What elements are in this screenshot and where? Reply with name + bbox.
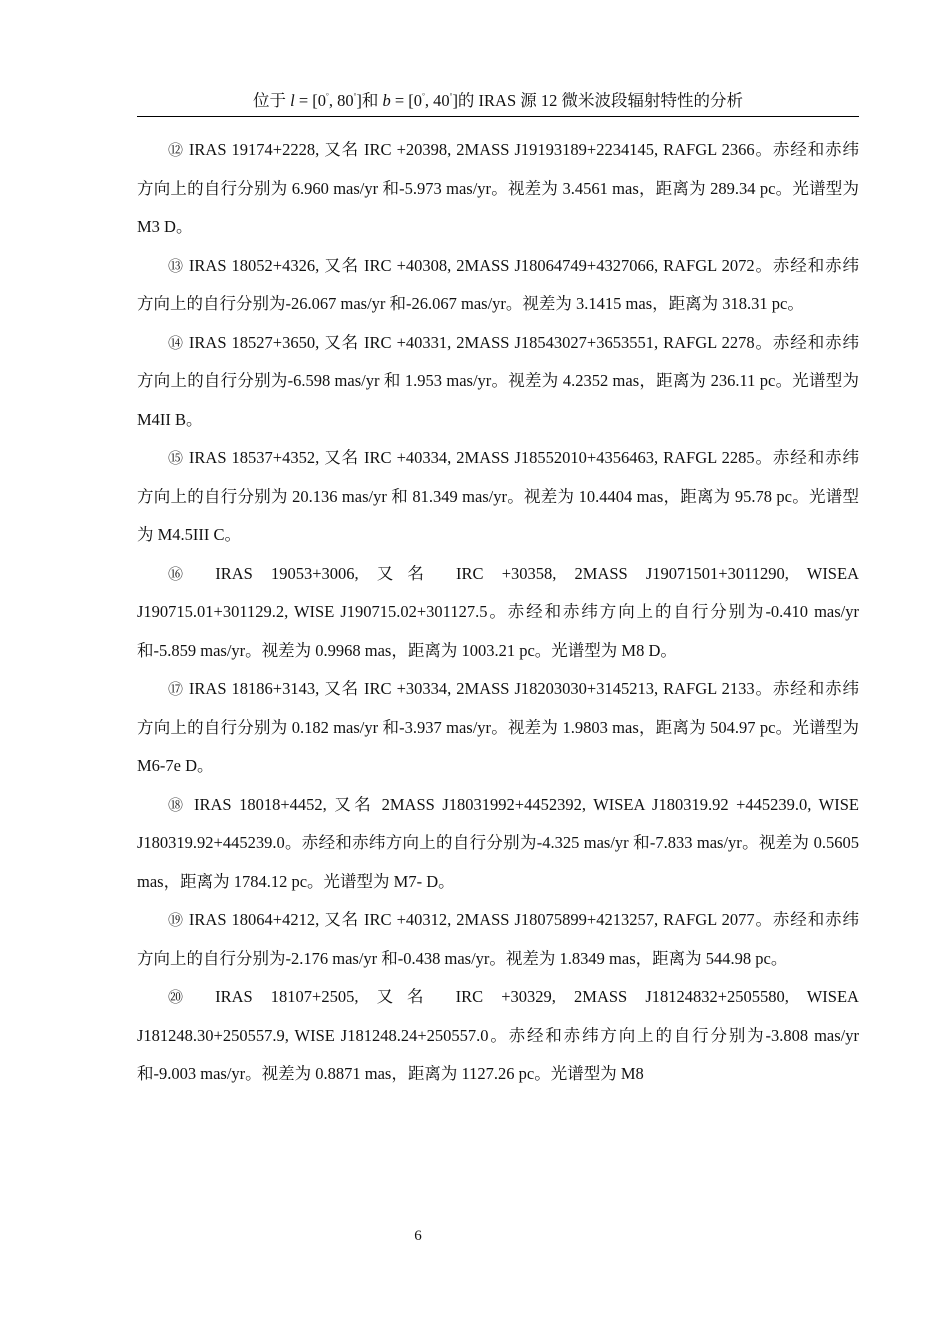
entry-text: IRAS 18186+3143, 又名 IRC +30334, 2MASS J18203030+3145213, RAFGL 2133。赤经和赤纬方向上的自行分别为 0.182 mas/yr 和-3.937 mas/yr。视差为 1.9803 mas，距离为 504.97 pc。光谱型为 M6-7e D。 [137, 679, 859, 775]
entry-text: IRAS 18107+2505, 又名 IRC +30329, 2MASS J18124832+2505580, WISEA J181248.30+250557.9, WISE J181248.24+250557.0。赤经和赤纬方向上的自行分别为-3.808 mas/yr 和-9.003 mas/yr。视差为 0.8871 mas，距离为 1127.26 pc。光谱型为 M8 [137, 987, 859, 1083]
header-b-variable: b [382, 91, 391, 110]
entry-marker: ⑳ [168, 988, 197, 1006]
source-entry-16 [137, 555, 859, 671]
entry-marker: ⑲ [168, 911, 184, 929]
header-equals-2: = [0 [390, 91, 423, 110]
source-entry-15 [137, 439, 859, 555]
degree-symbol: ° [353, 92, 357, 100]
source-entry-20 [137, 978, 859, 1094]
source-entry-17 [137, 670, 859, 786]
entry-marker: ⑰ [168, 680, 184, 698]
header-and: ]和 [356, 91, 383, 110]
entry-marker: ⑭ [168, 333, 184, 352]
entry-marker: ⑮ [168, 449, 184, 467]
header-rule [137, 116, 859, 117]
source-entry-13 [137, 247, 859, 324]
degree-symbol: ° [326, 92, 329, 100]
header-range-1: , 80 [328, 91, 354, 110]
entry-marker: ⑬ [168, 256, 184, 275]
entry-marker: ⑱ [168, 795, 187, 814]
page-number: 6 [414, 1228, 422, 1244]
entry-marker: ⑯ [168, 564, 198, 583]
header-l-variable: l [290, 91, 295, 110]
source-entry-19 [137, 901, 859, 978]
entry-text: IRAS 18527+3650, 又名 IRC +40331, 2MASS J18543027+3653551, RAFGL 2278。赤经和赤纬方向上的自行分别为-6.598 mas/yr 和 1.953 mas/yr。视差为 4.2352 mas，距离为 236.11 pc。光谱型为 M4II B。 [137, 332, 859, 429]
entry-text: IRAS 18018+4452, 又名 2MASS J18031992+4452392, WISEA J180319.92 +445239.0, WISE J180319.92+445239.0。赤经和赤纬方向上的自行分别为-4.325 mas/yr 和-7.833 mas/yr。视差为 0.5605 mas，距离为 1784.12 pc。光谱型为 M7- D。 [137, 794, 859, 891]
source-entry-12 [137, 131, 859, 247]
entry-text: IRAS 19053+3006, 又名 IRC +30358, 2MASS J19071501+3011290, WISEA J190715.01+301129.2, WISE J190715.02+301127.5。赤经和赤纬方向上的自行分别为-0.410 mas/yr 和-5.859 mas/yr。视差为 0.9968 mas，距离为 1003.21 pc。光谱型为 M8 D。 [137, 563, 859, 660]
source-entry-18 [137, 786, 859, 902]
body-text [137, 131, 859, 1094]
header-title-suffix: ]的 IRAS 源 12 微米波段辐射特性的分析 [452, 91, 744, 110]
header-equals-1: = [0 [294, 91, 326, 110]
entry-text: IRAS 18064+4212, 又名 IRC +40312, 2MASS J18075899+4213257, RAFGL 2077。赤经和赤纬方向上的自行分别为-2.176 mas/yr 和-0.438 mas/yr。视差为 1.8349 mas，距离为 544.98 pc。 [137, 910, 859, 968]
entry-marker: ⑫ [168, 141, 184, 159]
header-prefix: 位于 [252, 91, 291, 110]
degree-symbol: ° [422, 92, 425, 100]
source-entry-14 [137, 324, 859, 440]
header-range-2: , 40 [424, 91, 450, 110]
degree-symbol: ° [449, 92, 453, 100]
entry-text: IRAS 18052+4326, 又名 IRC +40308, 2MASS J18064749+4327066, RAFGL 2072。赤经和赤纬方向上的自行分别为-26.067 mas/yr 和-26.067 mas/yr。视差为 3.1415 mas，距离为 318.31 pc。 [137, 255, 859, 313]
entry-text: IRAS 18537+4352, 又名 IRC +40334, 2MASS J18552010+4356463, RAFGL 2285。赤经和赤纬方向上的自行分别为 20.136 mas/yr 和 81.349 mas/yr。视差为 10.4404 mas，距离为 95.78 pc。光谱型为 M4.5III C。 [137, 448, 859, 544]
running-header [137, 90, 859, 112]
entry-text: IRAS 19174+2228, 又名 IRC +20398, 2MASS J19193189+2234145, RAFGL 2366。赤经和赤纬方向上的自行分别为 6.960 mas/yr 和-5.973 mas/yr。视差为 3.4561 mas，距离为 289.34 pc。光谱型为 M3 D。 [137, 140, 859, 236]
